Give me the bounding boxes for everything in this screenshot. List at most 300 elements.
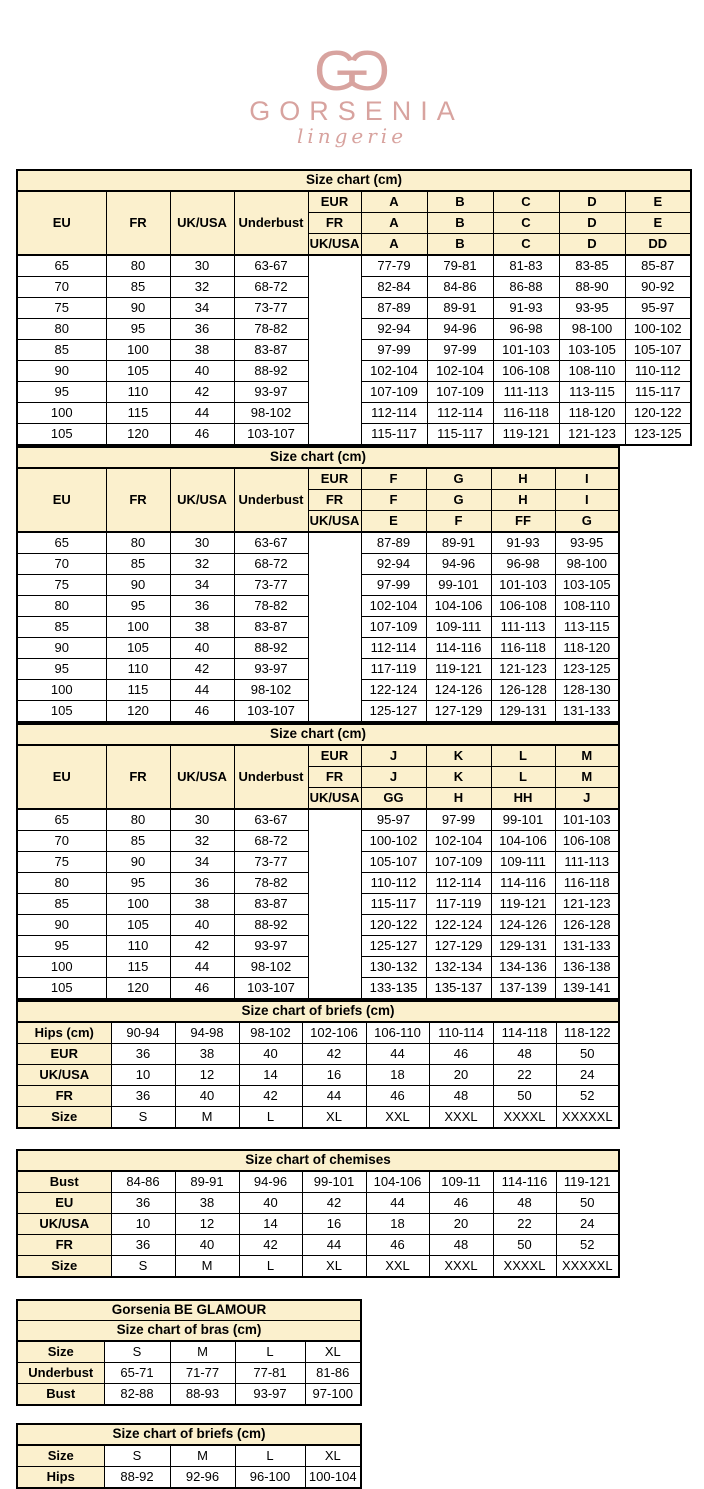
table-cell: 120-122 <box>625 403 691 424</box>
table-cell: 34 <box>170 852 234 873</box>
table-cell: M <box>170 1341 235 1363</box>
table-cell: 114-116 <box>493 1171 556 1193</box>
cup-letter: M <box>555 767 619 788</box>
cup-letter: G <box>426 490 491 511</box>
table-cell: 100 <box>106 340 170 361</box>
table-cell: 80 <box>106 532 170 554</box>
table-cell: XL <box>305 1341 361 1363</box>
table-cell: XXL <box>366 1256 429 1278</box>
table-cell: 90 <box>17 638 106 659</box>
table-cell: 105 <box>17 424 106 446</box>
table-cell: 75 <box>17 298 106 319</box>
cup-letter: D <box>559 213 625 234</box>
table-cell: XL <box>302 1107 366 1129</box>
table-cell: 130-132 <box>361 957 426 978</box>
table-cell: 119-121 <box>426 659 491 680</box>
table-cell: 90 <box>106 575 170 596</box>
size-row <box>17 1171 619 1193</box>
table-cell: 126-128 <box>555 915 619 936</box>
table-cell: 91-93 <box>493 298 559 319</box>
size-chart-glamour-bras <box>16 1299 362 1406</box>
table-cell: 85 <box>17 617 106 638</box>
table-cell: 119-121 <box>491 894 555 915</box>
table-cell: 102-104 <box>427 361 493 382</box>
table-cell: 137-139 <box>491 978 555 1000</box>
row-header: FR <box>17 1235 111 1256</box>
table-cell: 63-67 <box>234 532 308 554</box>
column-header: EU <box>17 745 106 809</box>
table-cell: 105 <box>17 701 106 723</box>
table-cell: 93-97 <box>234 382 308 403</box>
table-cell: 106-108 <box>555 831 619 852</box>
table-cell: 121-123 <box>559 424 625 446</box>
table-cell: 83-87 <box>234 340 308 361</box>
table-cell: 48 <box>493 1044 556 1065</box>
table-cell: 89-91 <box>426 532 491 554</box>
table-cell: L <box>235 1341 305 1363</box>
table-cell: 118-122 <box>556 1022 619 1044</box>
table-cell: 73-77 <box>234 298 308 319</box>
table-cell: 115-117 <box>625 382 691 403</box>
table-cell: 38 <box>170 340 234 361</box>
size-row <box>17 1341 361 1363</box>
row-header: FR <box>17 1086 111 1107</box>
table-cell: 90-94 <box>111 1022 175 1044</box>
row-header: EUR <box>17 1044 111 1065</box>
table-cell: XL <box>302 1256 366 1278</box>
table-cell: 97-99 <box>361 575 426 596</box>
table-cell: M <box>170 1445 235 1467</box>
table-cell: 95 <box>17 659 106 680</box>
table-cell: 103-105 <box>559 340 625 361</box>
cup-letter: E <box>361 511 426 533</box>
table-cell: 36 <box>111 1235 175 1256</box>
column-header: Underbust <box>234 745 308 809</box>
table-cell: 107-109 <box>426 852 491 873</box>
cup-letter: F <box>361 468 426 490</box>
table-cell: 97-99 <box>361 340 427 361</box>
table-cell: 65 <box>17 809 106 831</box>
size-row <box>17 1363 361 1384</box>
table-cell: 98-102 <box>234 403 308 424</box>
cup-letter: J <box>361 745 426 767</box>
size-row <box>17 1384 361 1406</box>
table-cell: 68-72 <box>234 554 308 575</box>
table-cell: 80 <box>17 319 106 340</box>
table-cell: 46 <box>170 978 234 1000</box>
cup-letter: H <box>491 490 555 511</box>
table-cell: 34 <box>170 575 234 596</box>
table-cell: 88-90 <box>559 277 625 298</box>
size-row <box>17 1445 361 1467</box>
table-cell: 112-114 <box>427 403 493 424</box>
table-cell: 120-122 <box>361 915 426 936</box>
row-header: Bust <box>17 1171 111 1193</box>
table-cell: 85 <box>106 831 170 852</box>
table-cell: S <box>104 1341 170 1363</box>
table-cell: 95-97 <box>625 298 691 319</box>
table-cell: XXXXXL <box>556 1256 619 1278</box>
table-cell: 40 <box>175 1086 239 1107</box>
table-cell: XL <box>305 1445 361 1467</box>
table-cell: 84-86 <box>427 277 493 298</box>
table-cell: 38 <box>175 1044 239 1065</box>
table-cell: 78-82 <box>234 596 308 617</box>
table-cell: 78-82 <box>234 319 308 340</box>
cup-letter: FF <box>491 511 555 533</box>
table-cell: 139-141 <box>555 978 619 1000</box>
size-row <box>17 1107 619 1129</box>
table-cell: 92-94 <box>361 554 426 575</box>
table-cell: 86-88 <box>493 277 559 298</box>
table-cell: 10 <box>111 1214 175 1235</box>
table-cell: 40 <box>175 1235 239 1256</box>
table-cell: 104-106 <box>426 596 491 617</box>
table-cell: 98-100 <box>555 554 619 575</box>
table-cell: 10 <box>111 1065 175 1086</box>
chart-title: Size chart (cm) <box>17 724 619 745</box>
table-cell: 92-96 <box>170 1467 235 1489</box>
table-cell: 40 <box>170 638 234 659</box>
cup-letter: C <box>493 213 559 234</box>
table-cell: 101-103 <box>493 340 559 361</box>
table-cell: 114-118 <box>493 1022 556 1044</box>
table-cell: 48 <box>429 1235 493 1256</box>
cup-letter: G <box>426 468 491 490</box>
table-cell: 115-117 <box>427 424 493 446</box>
cup-letter: J <box>555 788 619 810</box>
table-cell: 98-102 <box>239 1022 302 1044</box>
cup-letter: K <box>426 745 491 767</box>
size-chart-briefs <box>16 1000 620 1129</box>
chart-title: Size chart (cm) <box>17 170 691 191</box>
table-cell: 65 <box>17 532 106 554</box>
column-header: FR <box>106 468 170 532</box>
table-cell: 134-136 <box>491 957 555 978</box>
table-cell: 80 <box>17 873 106 894</box>
table-cell: 94-98 <box>175 1022 239 1044</box>
table-cell: XXXL <box>429 1107 493 1129</box>
table-cell: 126-128 <box>491 680 555 701</box>
table-cell: 108-110 <box>555 596 619 617</box>
table-cell: 112-114 <box>426 873 491 894</box>
table-cell: 97-100 <box>305 1384 361 1406</box>
table-cell: 120 <box>106 424 170 446</box>
table-cell: 129-131 <box>491 936 555 957</box>
chart-title: Size chart of chemises <box>17 1150 619 1171</box>
table-cell: 131-133 <box>555 936 619 957</box>
table-cell: 38 <box>175 1193 239 1214</box>
table-cell: 96-100 <box>235 1467 305 1489</box>
table-cell: 46 <box>366 1235 429 1256</box>
column-header: FR <box>106 745 170 809</box>
table-cell: 95 <box>106 319 170 340</box>
table-cell: 115 <box>106 680 170 701</box>
table-cell: 20 <box>429 1214 493 1235</box>
cup-letter: H <box>491 468 555 490</box>
table-cell: 46 <box>429 1044 493 1065</box>
table-cell: 89-91 <box>427 298 493 319</box>
table-cell: 63-67 <box>234 255 308 277</box>
cup-letter: D <box>559 234 625 256</box>
table-cell: 36 <box>111 1044 175 1065</box>
cup-system-label: UK/USA <box>308 511 361 533</box>
table-cell: 81-86 <box>305 1363 361 1384</box>
table-cell: 100 <box>17 957 106 978</box>
table-cell: 98-102 <box>234 957 308 978</box>
table-cell: 82-84 <box>361 277 427 298</box>
table-cell: 110 <box>106 659 170 680</box>
size-row <box>17 1235 619 1256</box>
table-cell: 114-116 <box>426 638 491 659</box>
table-cell: 34 <box>170 298 234 319</box>
table-cell: 46 <box>429 1193 493 1214</box>
column-header: EU <box>17 191 106 255</box>
table-cell: L <box>239 1107 302 1129</box>
cup-letter: HH <box>491 788 555 810</box>
table-cell: S <box>104 1445 170 1467</box>
table-cell: 16 <box>302 1214 366 1235</box>
table-cell: 99-101 <box>491 809 555 831</box>
table-cell: 87-89 <box>361 298 427 319</box>
table-cell: 22 <box>493 1065 556 1086</box>
table-cell: 42 <box>239 1235 302 1256</box>
table-cell: 85 <box>17 340 106 361</box>
table-cell: 100 <box>106 894 170 915</box>
table-cell: 78-82 <box>234 873 308 894</box>
table-cell: 40 <box>170 361 234 382</box>
column-header: UK/USA <box>170 468 234 532</box>
cup-letter: J <box>361 767 426 788</box>
table-cell: 30 <box>170 532 234 554</box>
size-row <box>17 1086 619 1107</box>
table-cell: 42 <box>239 1086 302 1107</box>
table-cell: 117-119 <box>426 894 491 915</box>
table-cell: 110 <box>106 936 170 957</box>
table-cell: 115-117 <box>361 894 426 915</box>
table-cell: 106-110 <box>366 1022 429 1044</box>
cup-system-label: EUR <box>308 745 361 767</box>
table-cell: 20 <box>429 1065 493 1086</box>
brand-name: GORSENIA <box>249 96 464 126</box>
cup-letter: C <box>493 191 559 213</box>
table-cell: 99-101 <box>426 575 491 596</box>
cup-system-label: FR <box>308 767 361 788</box>
size-row <box>17 1214 619 1235</box>
cup-letter: L <box>491 745 555 767</box>
table-cell: 111-113 <box>493 382 559 403</box>
table-cell: 44 <box>302 1086 366 1107</box>
cup-letter: F <box>361 490 426 511</box>
table-cell: 116-118 <box>555 873 619 894</box>
table-cell: 101-103 <box>491 575 555 596</box>
column-header: UK/USA <box>170 745 234 809</box>
row-header: Hips (cm) <box>17 1022 111 1044</box>
table-cell: 80 <box>106 255 170 277</box>
table-cell: L <box>235 1445 305 1467</box>
table-cell: 90-92 <box>625 277 691 298</box>
table-cell: 42 <box>170 659 234 680</box>
table-cell: 80 <box>106 809 170 831</box>
table-cell: 52 <box>556 1235 619 1256</box>
table-cell: 52 <box>556 1086 619 1107</box>
table-cell: 118-120 <box>559 403 625 424</box>
table-cell: 95 <box>17 382 106 403</box>
table-cell: 18 <box>366 1214 429 1235</box>
table-cell: 92-94 <box>361 319 427 340</box>
cup-letter: F <box>426 511 491 533</box>
table-cell: 82-88 <box>104 1384 170 1406</box>
table-cell: 44 <box>170 957 234 978</box>
table-cell: 65-71 <box>104 1363 170 1384</box>
table-cell: 105-107 <box>361 852 426 873</box>
table-cell: 50 <box>493 1235 556 1256</box>
table-cell: 48 <box>429 1086 493 1107</box>
cup-letter: A <box>361 191 427 213</box>
table-cell: 100-102 <box>361 831 426 852</box>
table-cell: 95-97 <box>361 809 426 831</box>
table-cell: 105 <box>106 638 170 659</box>
cup-letter: G <box>555 511 619 533</box>
table-cell: 93-95 <box>555 532 619 554</box>
table-cell: 131-133 <box>555 701 619 723</box>
size-row <box>17 1467 361 1489</box>
table-cell: 14 <box>239 1065 302 1086</box>
table-cell: 93-95 <box>559 298 625 319</box>
table-cell: 135-137 <box>426 978 491 1000</box>
table-cell: 95 <box>17 936 106 957</box>
table-cell: 42 <box>302 1044 366 1065</box>
cup-letter: D <box>559 191 625 213</box>
table-cell: 44 <box>366 1193 429 1214</box>
table-cell: 40 <box>239 1193 302 1214</box>
row-header: Size <box>17 1256 111 1278</box>
table-cell: 65 <box>17 255 106 277</box>
table-cell: 103-107 <box>234 701 308 723</box>
table-cell: 103-107 <box>234 424 308 446</box>
table-cell: 85 <box>106 277 170 298</box>
cup-letter: E <box>625 191 691 213</box>
column-header: Underbust <box>234 468 308 532</box>
svg-text:G: G <box>314 39 359 98</box>
table-cell: 40 <box>170 915 234 936</box>
table-cell: 107-109 <box>361 382 427 403</box>
table-cell: 71-77 <box>170 1363 235 1384</box>
table-cell: 110-112 <box>361 873 426 894</box>
table-cell: 109-111 <box>491 852 555 873</box>
table-cell: 114-116 <box>491 873 555 894</box>
table-cell: 91-93 <box>491 532 555 554</box>
table-cell: 44 <box>170 680 234 701</box>
table-cell: 90 <box>17 361 106 382</box>
table-cell: 18 <box>366 1065 429 1086</box>
table-cell: 102-104 <box>361 361 427 382</box>
table-cell: 97-99 <box>426 809 491 831</box>
table-cell: 100 <box>17 680 106 701</box>
row-header: Hips <box>17 1467 104 1489</box>
table-cell: S <box>111 1107 175 1129</box>
table-cell: 95 <box>106 596 170 617</box>
table-cell: 36 <box>170 319 234 340</box>
table-cell: 129-131 <box>491 701 555 723</box>
table-cell: 83-87 <box>234 617 308 638</box>
table-cell: 88-92 <box>234 915 308 936</box>
table-cell: 93-97 <box>235 1384 305 1406</box>
table-cell: XXXXL <box>493 1256 556 1278</box>
table-cell: 123-125 <box>625 424 691 446</box>
table-cell: 50 <box>556 1044 619 1065</box>
table-cell: 107-109 <box>361 617 426 638</box>
table-cell: 111-113 <box>555 852 619 873</box>
chart-title: Gorsenia BE GLAMOUR <box>17 1300 361 1321</box>
table-cell: 115 <box>106 403 170 424</box>
table-cell: 97-99 <box>427 340 493 361</box>
size-chart-glamour-briefs <box>16 1423 362 1489</box>
table-cell: 16 <box>302 1065 366 1086</box>
table-cell: L <box>239 1256 302 1278</box>
size-row <box>17 255 691 277</box>
cup-system-label: EUR <box>308 191 361 213</box>
size-row <box>17 1065 619 1086</box>
empty-spacer-cell <box>308 532 361 722</box>
table-cell: 98-100 <box>559 319 625 340</box>
table-cell: 38 <box>170 617 234 638</box>
table-cell: 84-86 <box>111 1171 175 1193</box>
table-cell: XXXL <box>429 1256 493 1278</box>
size-chart-bras-a-e <box>16 169 692 446</box>
size-row <box>17 1193 619 1214</box>
table-cell: 32 <box>170 277 234 298</box>
table-cell: 116-118 <box>493 403 559 424</box>
table-cell: 107-109 <box>427 382 493 403</box>
row-header: Size <box>17 1107 111 1129</box>
table-cell: 85-87 <box>625 255 691 277</box>
table-cell: 36 <box>111 1086 175 1107</box>
table-cell: 112-114 <box>361 403 427 424</box>
cup-letter: B <box>427 234 493 256</box>
table-cell: 136-138 <box>555 957 619 978</box>
column-header: EU <box>17 468 106 532</box>
table-cell: 50 <box>493 1086 556 1107</box>
cup-system-label: FR <box>308 213 361 234</box>
table-cell: 133-135 <box>361 978 426 1000</box>
table-cell: 44 <box>170 403 234 424</box>
cup-letter: K <box>426 767 491 788</box>
table-cell: 94-96 <box>426 554 491 575</box>
table-cell: 113-115 <box>555 617 619 638</box>
size-row <box>17 809 619 831</box>
cup-system-label: FR <box>308 490 361 511</box>
gg-monogram-icon <box>304 38 400 98</box>
table-cell: 105 <box>106 361 170 382</box>
table-cell: S <box>111 1256 175 1278</box>
table-cell: 24 <box>556 1214 619 1235</box>
table-cell: 80 <box>17 596 106 617</box>
table-cell: 44 <box>366 1044 429 1065</box>
table-cell: 89-91 <box>175 1171 239 1193</box>
table-cell: 77-79 <box>361 255 427 277</box>
table-cell: 122-124 <box>426 915 491 936</box>
table-cell: 100-102 <box>625 319 691 340</box>
column-header: FR <box>106 191 170 255</box>
table-cell: M <box>175 1256 239 1278</box>
empty-spacer-cell <box>308 809 361 999</box>
table-cell: M <box>175 1107 239 1129</box>
table-cell: 36 <box>111 1193 175 1214</box>
table-cell: 122-124 <box>361 680 426 701</box>
table-cell: 121-123 <box>555 894 619 915</box>
row-header: UK/USA <box>17 1065 111 1086</box>
